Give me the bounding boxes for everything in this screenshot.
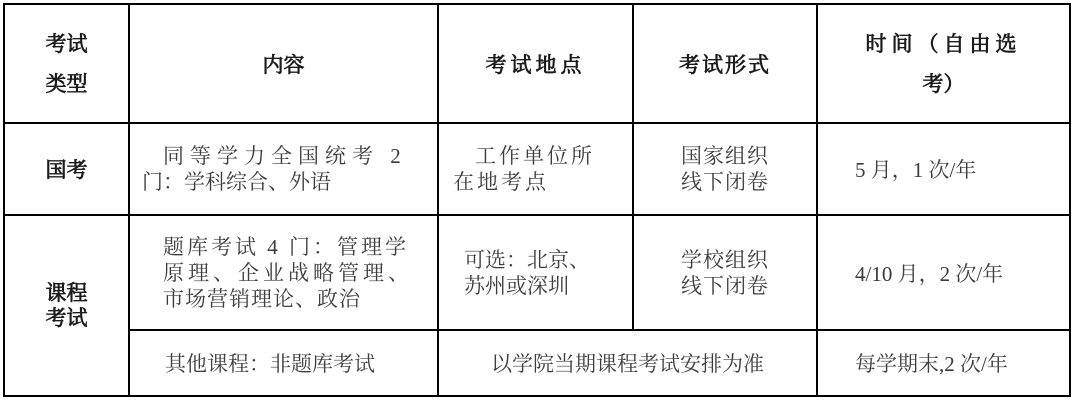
header-line: 类型 (45, 71, 88, 96)
cell-line: 考试 (45, 305, 88, 330)
cell-line: 国家组织 (681, 144, 769, 168)
cell-line: 同等学力全国统考 2 (163, 144, 407, 168)
cell-line: 课程 (45, 280, 88, 305)
cell-national-content (129, 123, 438, 215)
cell-course-bank-format (633, 215, 817, 330)
header-format: 考试形式 (633, 4, 817, 123)
cell-line: 题库考试 4 门：管理学 (163, 234, 409, 259)
cell-line: 苏州或深圳 (464, 273, 569, 298)
cell-line: 原理、企业战略管理、 (163, 260, 413, 285)
header-line: 考） (922, 71, 965, 96)
cell-national-time: 5 月，1 次/年 (817, 123, 1070, 215)
cell-course-other-time: 每学期末,2 次/年 (817, 330, 1070, 396)
cell-course-other-location-format: 以学院当期课程考试安排为准 (438, 330, 817, 396)
table-row-course-bank (4, 215, 1070, 330)
header-content: 内容 (129, 4, 438, 123)
cell-line: 在地考点 (453, 170, 549, 194)
cell-line: 学校组织 (681, 247, 769, 272)
cell-line: 门：学科综合、外语 (142, 170, 331, 194)
exam-schedule-table (3, 3, 1071, 397)
cell-national-format (633, 123, 817, 215)
cell-course-bank-location (438, 215, 633, 330)
header-line: 时间（自由选 (865, 31, 1022, 56)
cell-line: 线下闭卷 (681, 273, 769, 298)
header-location: 考试地点 (438, 4, 633, 123)
cell-course-label (4, 215, 129, 396)
cell-line: 工作单位所 (475, 144, 595, 168)
table-row-national (4, 123, 1070, 215)
cell-course-other-content: 其他课程：非题库考试 (129, 330, 438, 396)
cell-course-bank-content (129, 215, 438, 330)
cell-line: 可选：北京、 (464, 247, 590, 272)
cell-course-bank-time: 4/10 月，2 次/年 (817, 215, 1070, 330)
cell-line: 市场营销理论、政治 (163, 286, 361, 311)
header-line: 考试 (45, 31, 88, 56)
header-time (817, 4, 1070, 123)
cell-line: 线下闭卷 (681, 170, 769, 194)
table-row-course-other (4, 330, 1070, 396)
cell-national-location (438, 123, 633, 215)
cell-national-label: 国考 (4, 123, 129, 215)
header-exam-type (4, 4, 129, 123)
table-header-row (4, 4, 1070, 123)
